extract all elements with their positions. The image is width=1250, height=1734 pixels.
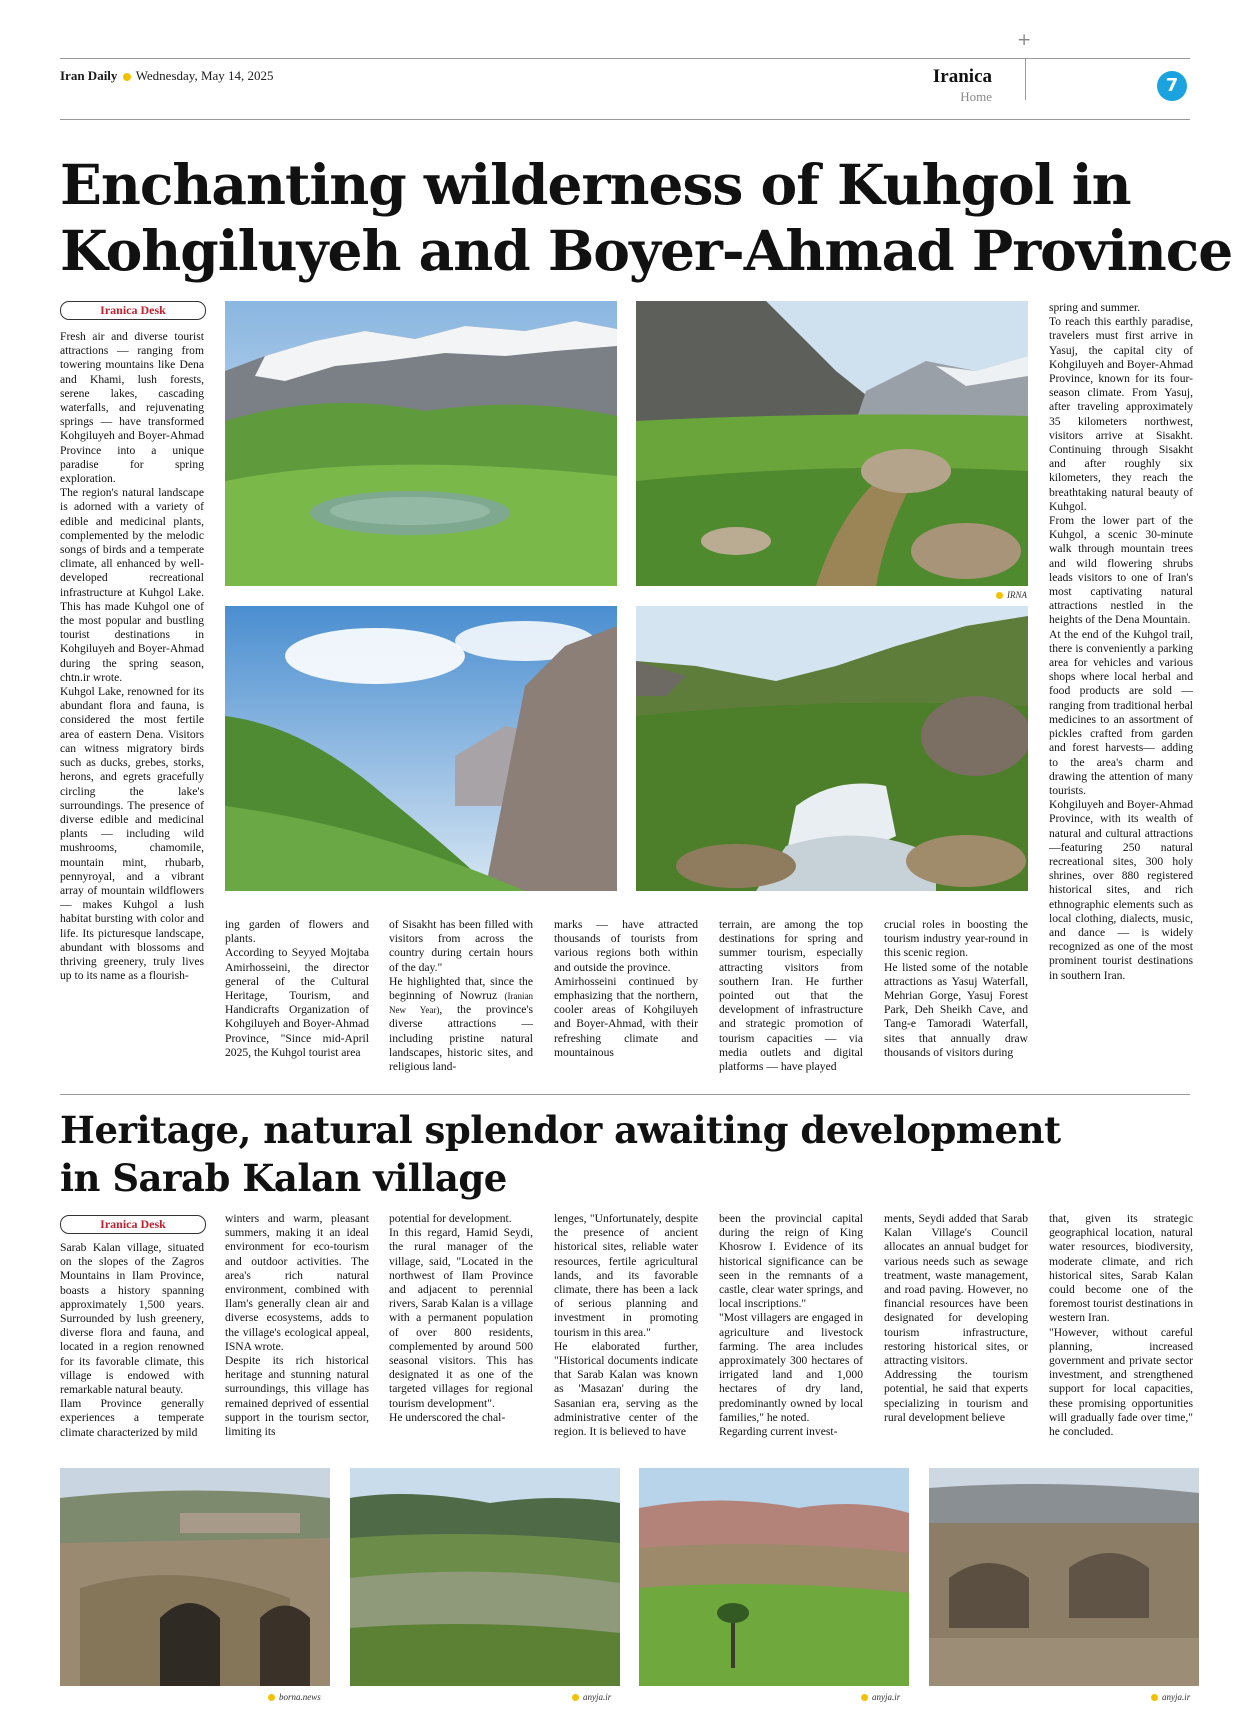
section-title: Iranica <box>932 66 992 87</box>
article2-col2-text: winters and warm, pleasant summers, making it an ideal environment for eco-tourism and outdoor activities. The area's rich natural environment, combined with Ilam's generally clean air and diverse ecosystems, adds to the village's ecological appeal, ISNA wrote. Despite its rich historical heritage and stunning natural surroundings, this village has remained deprived of essential support in the tourism sector, limiting its <box>225 1212 369 1439</box>
article2-col5-text: been the provincial capital during the reign of King Khosrow I. Evidence of its historical significance can be seen in the remnants of a castle, clear water springs, and local inscriptions." "Most villagers are engaged in agriculture and livestock farming. The area includes approximately 300 hectares of irrigated land and 1,000 hectares of dry land, predominantly owned by local families," he noted. Regarding current invest- <box>719 1212 863 1439</box>
article1-col2-text: ing garden of flowers and plants. According to Seyyed Mojtaba Amirhosseini, the director general of the Cultural Heritage, Tourism, and Handicrafts Organization of Kohgiluyeh and Boyer-Ahmad Province, "Since mid-April 2025, the Kuhgol tourist area <box>225 918 369 1059</box>
article2-col4-text: lenges, "Unfortunately, despite the presence of ancient historical sites, reliable water resources, fertile agricultural lands, and its favorable climate, there has been a lack of serious planning and investment in promoting tourism in this area." He elaborated further, "Historical documents indicate that Sarab Kalan was known as 'Masazan' during the Sasanian era, serving as the administrative center of the region. It is believed to have <box>554 1212 698 1439</box>
article2-col6-text: ments, Seydi added that Sarab Kalan Village's Council allocates an annual budget for various needs such as sewage treatment, waste management, and road paving. However, no financial resources have been designated for developing tourism infrastructure, restoring historical sites, or attracting visitors. Addressing the tourism potential, he said that experts specializing in tourism and rural development believe <box>884 1212 1028 1424</box>
article1-column-2 <box>225 918 369 1060</box>
page-number-badge <box>1157 71 1187 101</box>
article2-column-3 <box>389 1212 533 1425</box>
plus-mark: + <box>1017 30 1032 50</box>
yellow-dot-icon <box>996 592 1003 599</box>
header-divider <box>1025 58 1026 100</box>
article2-headline <box>60 1106 1061 1202</box>
article1-column-3 <box>389 918 533 1074</box>
nowruz-note: (Iranian New Year) <box>389 991 533 1016</box>
yellow-dot-icon <box>123 73 131 81</box>
photo-credit-1 <box>268 1692 321 1702</box>
article2-col7-text: that, given its strategic geographical location, natural water resources, biodiversity, moderate climate, and rich historical sites, Sarab Kalan could become one of the foremost tourist destinations in western Iran. "However, without careful planning, increased government and private sector investment, and strengthened support for local capacities, these promising opportunities will gradually fade over time," he concluded. <box>1049 1212 1193 1439</box>
paper-name: Iran Daily <box>60 68 118 83</box>
article1-col5-text: terrain, are among the top destinations for spring and summer tourism, especially attracting visitors from southern Iran. He further pointed out that the development of infrastructure and strategic promotion of tourism capacities — via media outlets and digital platforms — have played <box>719 918 863 1074</box>
hill-village-photo <box>639 1468 909 1686</box>
subsection-title: Home <box>960 89 992 104</box>
article1-column-6 <box>884 918 1028 1060</box>
article1-column-5 <box>719 918 863 1074</box>
mountain-valley-photo <box>225 606 617 891</box>
article1-desk-badge: Iranica Desk <box>60 301 206 320</box>
top-rule <box>60 58 1190 59</box>
credit-text: anyja.ir <box>872 1692 901 1702</box>
masthead <box>60 68 274 84</box>
article1-column-4 <box>554 918 698 1060</box>
credit-text: anyja.ir <box>583 1692 612 1702</box>
article1-column-7 <box>1049 301 1193 1081</box>
article2-column-4 <box>554 1212 698 1439</box>
article1-col3-text <box>389 918 533 1074</box>
article2-column-5 <box>719 1212 863 1439</box>
valley-village-photo <box>350 1468 620 1686</box>
article2-headline-line1: Heritage, natural splendor awaiting development <box>60 1108 1061 1152</box>
yellow-dot-icon <box>268 1694 275 1701</box>
article1-col4-text: marks — have attracted thousands of tourists from various regions both within and outside the province. Amirhosseini continued by emphasizing that the northern, cooler areas of Kohgiluyeh and Boyer-Ahmad, with their refreshing climate and mountainous <box>554 918 698 1059</box>
credit-text: borna.news <box>279 1692 321 1702</box>
yellow-dot-icon <box>572 1694 579 1701</box>
article2-column-6 <box>884 1212 1028 1425</box>
ancient-ruins-photo <box>60 1468 330 1686</box>
article2-headline-line2: in Sarab Kalan village <box>60 1156 507 1200</box>
article2-column-2 <box>225 1212 369 1439</box>
issue-date: Wednesday, May 14, 2025 <box>135 68 274 83</box>
article1-headline <box>60 152 1232 284</box>
photo-credit-3 <box>861 1692 900 1702</box>
stone-ruins-photo <box>929 1468 1199 1686</box>
article2-col1-text: Sarab Kalan village, situated on the slopes of the Zagros Mountains in Ilam Province, boasts a history spanning approximately 1,500 years. Surrounded by lush greenery, diverse flora and fauna, and located in a region renowned for its favorable climate, this village is endowed with remarkable natural beauty. Ilam Province generally experiences a temperate climate characterized by mild <box>60 1241 204 1439</box>
yellow-dot-icon <box>861 1694 868 1701</box>
page-number: 7 <box>1165 75 1179 96</box>
article2-column-7 <box>1049 1212 1193 1439</box>
credit-text: IRNA <box>1007 590 1027 600</box>
mountain-lake-photo <box>225 301 617 586</box>
col3-part-b: , the province's diverse attractions — including pristine natural landscapes, historic sites, and religious land- <box>389 1003 533 1074</box>
article1-col7-text: spring and summer. To reach this earthly paradise, travelers must first arrive in Yasuj, the capital city of Kohgiluyeh and Boyer-Ahmad Province, known for its four-season climate. From Yasuj, after traveling approximately 35 kilometers northwest, visitors arrive at Sisakht. Continuing through Sisakht and after roughly six kilometers, they reach the breathtaking natural beauty of Kuhgol. From the lower part of the Kuhgol, a scenic 30-minute walk through mountain trees and wild flowering shrubs leads visitors to one of Iran's most captivating natural attractions nestled in the heights of the Dena Mountain. At the end of the Kuhgol trail, there is conveniently a parking area for vehicles and various shops where local herbal and food products are sold — ranging from traditional herbal medicines to an assortment of pickles crafted from garden and forest harvests— adding to the area's charm and drawing the attention of many tourists. Kohgiluyeh and Boyer-Ahmad Province, with its wealth of natural and cultural attractions—featuring 250 natural recreational sites, 300 holy shrines, over 880 registered historical sites, and rich ethnographic elements such as local clothing, dialects, music, and dance — is widely recognized as one of the most prominent tourist destinations in southern Iran. <box>1049 301 1193 982</box>
article2-col3-text: potential for development. In this regard, Hamid Seydi, the rural manager of the village, said, "Located in the northwest of Ilam Province and adjacent to perennial rivers, Sarab Kalan is a village with a permanent population of over 800 residents, complemented by around 500 seasonal visitors. This has designated it as one of the targeted villages for regional tourism development". He underscored the chal- <box>389 1212 533 1424</box>
article2-desk-badge: Iranica Desk <box>60 1215 206 1234</box>
mountain-stream-photo <box>636 301 1028 586</box>
yellow-dot-icon <box>1151 1694 1158 1701</box>
article1-column-1 <box>60 330 204 1070</box>
article1-headline-line2: Kohgiluyeh and Boyer-Ahmad Province <box>60 218 1233 283</box>
waterfall-photo <box>636 606 1028 891</box>
credit-text: anyja.ir <box>1162 1692 1191 1702</box>
article1-headline-line1: Enchanting wilderness of Kuhgol in <box>60 152 1131 217</box>
article-divider <box>60 1094 1190 1095</box>
article1-col6-text: crucial roles in boosting the tourism industry year-round in this scenic region. He listed some of the notable attractions as Yasuj Waterfall, Mehrian Gorge, Yasuj Forest Park, Deh Sheikh Cave, and Tang-e Tamoradi Waterfall, sites that annually draw thousands of visitors during <box>884 918 1028 1059</box>
article1-photo-credit <box>996 590 1027 600</box>
photo-credit-2 <box>572 1692 611 1702</box>
header-bottom-rule <box>60 119 1190 120</box>
article2-column-1 <box>60 1241 204 1440</box>
article1-col1-text: Fresh air and diverse tourist attractions — ranging from towering mountains like Dena and Khami, lush forests, serene lakes, cascading waterfalls, and rejuvenating springs — have transformed Kohgiluyeh and Boyer-Ahmad Province into a unique paradise for spring exploration. The region's natural landscape is adorned with a variety of edible and medicinal plants, complemented by the melodic songs of birds and a temperate climate, all enhanced by well-developed recreational infrastructure at Kuhgol Lake. This has made Kuhgol one of the most popular and bustling tourist destinations in Kohgiluyeh and Boyer-Ahmad during the spring season, chtn.ir wrote. Kuhgol Lake, renowned for its abundant flora and fauna, is considered the most fertile area of eastern Dena. Visitors can witness migratory birds such as ducks, grebes, storks, herons, and egrets gracefully circling the lake's surroundings. The presence of diverse edible and medicinal plants — including wild mushrooms, chamomile, mountain mint, rhubarb, pennyroyal, and a vibrant array of mountain wildflowers — makes Kuhgol a lush habitat bursting with color and life. Its picturesque landscape, abundant with blossoms and thriving greenery, truly lives up to its name as a flourish- <box>60 330 204 983</box>
col3-part-a: of Sisakht has been filled with visitors from across the country during certain hours of the day." He highlighted that, since the beginning of Nowruz <box>389 918 533 1003</box>
photo-credit-4 <box>1151 1692 1190 1702</box>
